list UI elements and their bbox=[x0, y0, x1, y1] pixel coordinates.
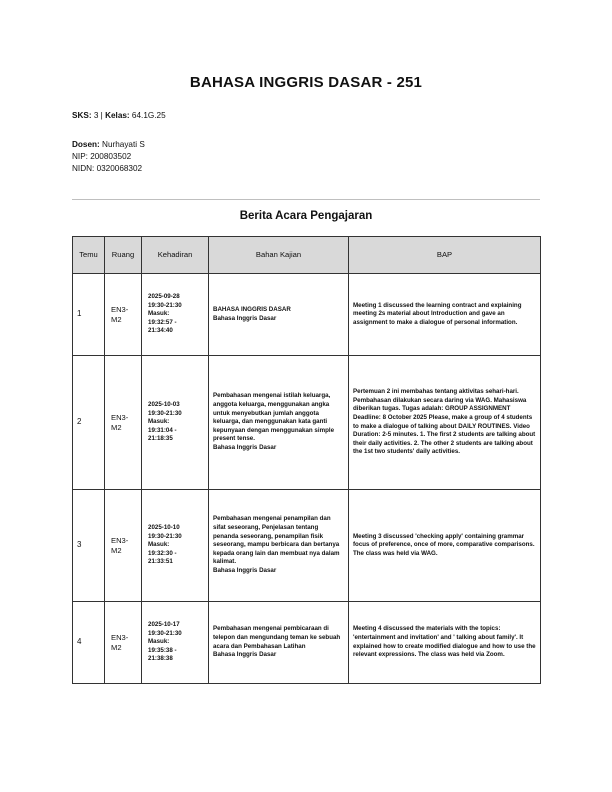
bahan-kajian-cell: Pembahasan mengenai pembicaraan di telepon dan mengundang teman ke sebuah acara dan Pembahasan Latihan Bahasa Inggris Dasar bbox=[209, 602, 349, 684]
header-ruang: Ruang bbox=[105, 237, 142, 274]
kehadiran-cell: 2025-10-17 19:30-21:30 Masuk: 19:35:38 - 21:38:38 bbox=[142, 602, 209, 684]
bahan-kajian-cell: BAHASA INGGRIS DASAR Bahasa Inggris Dasar bbox=[209, 274, 349, 356]
table-row bbox=[73, 274, 541, 356]
header-bahan-kajian: Bahan Kajian bbox=[209, 237, 349, 274]
lecturer-info bbox=[72, 139, 145, 175]
kehadiran-cell: 2025-09-28 19:30-21:30 Masuk: 19:32:57 - 21:34:40 bbox=[142, 274, 209, 356]
sks-label: SKS: bbox=[72, 111, 92, 120]
table-header-row bbox=[73, 237, 541, 274]
course-title: BAHASA INGGRIS DASAR - 251 bbox=[189, 74, 423, 91]
kelas-value: 64.1G.25 bbox=[129, 111, 166, 120]
ruang-cell: EN3-M2 bbox=[105, 490, 142, 602]
section-title: Berita Acara Pengajaran bbox=[239, 210, 373, 222]
table-row bbox=[73, 356, 541, 490]
temu-cell: 2 bbox=[73, 356, 105, 490]
bap-cell: Meeting 1 discussed the learning contract and explaining meeting 2s material about Introduction and gave an assignment to make a dialogue of personal information. bbox=[349, 274, 541, 356]
dosen-label: Dosen: bbox=[72, 140, 100, 149]
ruang-cell: EN3-M2 bbox=[105, 356, 142, 490]
temu-cell: 4 bbox=[73, 602, 105, 684]
temu-cell: 3 bbox=[73, 490, 105, 602]
header-kehadiran: Kehadiran bbox=[142, 237, 209, 274]
table-row bbox=[73, 602, 541, 684]
header-bap: BAP bbox=[349, 237, 541, 274]
bap-cell: Meeting 4 discussed the materials with the topics: 'entertainment and invitation' and ' talking about family'. It explained how to create modified dialogue and how to use the relevant expressions. The class was held via Zoom. bbox=[349, 602, 541, 684]
bap-cell: Meeting 3 discussed 'checking apply' containing grammar focus of preference, once of more, comparative comparisons. The class was held via WAG. bbox=[349, 490, 541, 602]
header-temu: Temu bbox=[73, 237, 105, 274]
sks-value: 3 | bbox=[91, 111, 106, 120]
course-meta bbox=[72, 110, 166, 122]
temu-cell: 1 bbox=[73, 274, 105, 356]
bahan-kajian-cell: Pembahasan mengenai penampilan dan sifat seseorang, Penjelasan tentang penanda seseorang, penampilan fisik seseorang, mampu berbicara dan bertanya kepada orang lain dan membuat nya dalam kalimat. Bahasa Inggris Dasar bbox=[209, 490, 349, 602]
divider bbox=[72, 199, 540, 200]
dosen-value: Nurhayati S bbox=[99, 140, 145, 149]
bahan-kajian-cell: Pembahasan mengenai istilah keluarga, anggota keluarga, menggunakan angka untuk menyebutkan jumlah anggota keluarga, dan menggunakan kata ganti kepunyaan dengan menggunakan simple present tense. Bahasa Inggris Dasar bbox=[209, 356, 349, 490]
ruang-cell: EN3-M2 bbox=[105, 274, 142, 356]
ruang-cell: EN3-M2 bbox=[105, 602, 142, 684]
kehadiran-cell: 2025-10-10 19:30-21:30 Masuk: 19:32:30 - 21:33:51 bbox=[142, 490, 209, 602]
kelas-label: Kelas: bbox=[105, 111, 130, 120]
bap-cell: Pertemuan 2 ini membahas tentang aktivitas sehari-hari. Pembahasan dilakukan secara daring via WAG. Mahasiswa diberikan tugas. Tugas adalah: GROUP ASSIGNMENT Deadline: 8 October 2025 Please, make a group of 4 students to make a dialogue of talking about DAILY ROUTINES. Video Duration: 2-5 minutes. 1. The first 2 students are talking about their daily activities. 2. The other 2 students are talking about the 1st two students' daily activities. bbox=[349, 356, 541, 490]
teaching-log-table bbox=[72, 236, 541, 684]
nip: NIP: 200803502 bbox=[72, 152, 132, 161]
table-row bbox=[73, 490, 541, 602]
kehadiran-cell: 2025-10-03 19:30-21:30 Masuk: 19:31:04 - 21:18:35 bbox=[142, 356, 209, 490]
nidn: NIDN: 0320068302 bbox=[72, 164, 143, 173]
